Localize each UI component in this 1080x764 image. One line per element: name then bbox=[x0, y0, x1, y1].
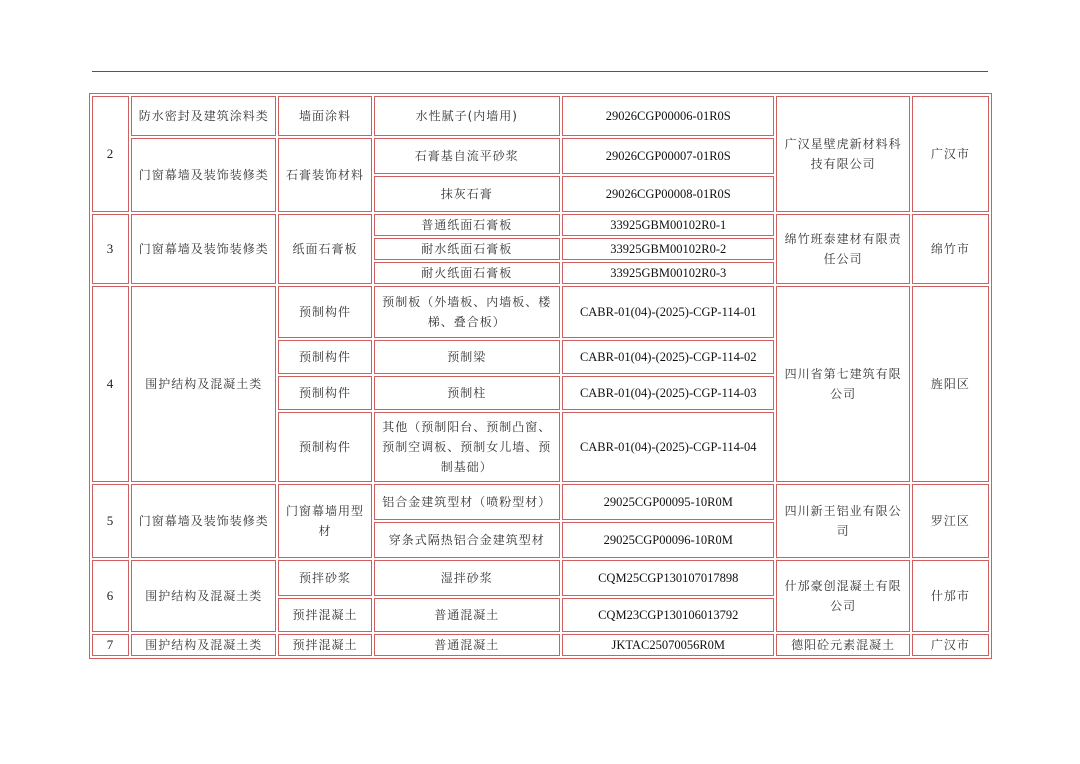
subcategory-cell: 门窗幕墙用型材 bbox=[278, 484, 371, 558]
certificate-code-cell: CABR-01(04)-(2025)-CGP-114-01 bbox=[562, 286, 774, 338]
category-cell: 围护结构及混凝土类 bbox=[131, 560, 276, 632]
category-cell: 门窗幕墙及装饰装修类 bbox=[131, 138, 276, 212]
company-cell: 什邡豪创混凝土有限公司 bbox=[776, 560, 909, 632]
table-row bbox=[92, 634, 989, 656]
category-cell: 门窗幕墙及装饰装修类 bbox=[131, 214, 276, 284]
subcategory-cell: 预制构件 bbox=[278, 376, 371, 410]
product-cell: 普通混凝土 bbox=[374, 598, 560, 632]
product-cell: 预制梁 bbox=[374, 340, 560, 374]
certificate-code-cell: 29026CGP00007-01R0S bbox=[562, 138, 774, 174]
certificate-code-cell: CABR-01(04)-(2025)-CGP-114-04 bbox=[562, 412, 774, 482]
subcategory-cell: 预拌混凝土 bbox=[278, 598, 371, 632]
product-cell: 穿条式隔热铝合金建筑型材 bbox=[374, 522, 560, 558]
product-cell: 其他（预制阳台、预制凸窗、预制空调板、预制女儿墙、预制基础） bbox=[374, 412, 560, 482]
product-cell: 抹灰石膏 bbox=[374, 176, 560, 212]
subcategory-cell: 墙面涂料 bbox=[278, 96, 371, 136]
table-row bbox=[92, 214, 989, 236]
product-cell: 铝合金建筑型材（喷粉型材） bbox=[374, 484, 560, 520]
certificate-code-cell: 33925GBM00102R0-2 bbox=[562, 238, 774, 260]
subcategory-cell: 纸面石膏板 bbox=[278, 214, 371, 284]
subcategory-cell: 预制构件 bbox=[278, 340, 371, 374]
certificate-code-cell: CQM25CGP130107017898 bbox=[562, 560, 774, 596]
product-cell: 耐火纸面石膏板 bbox=[374, 262, 560, 284]
row-number: 7 bbox=[92, 634, 129, 656]
company-cell: 四川省第七建筑有限公司 bbox=[776, 286, 909, 482]
row-number: 5 bbox=[92, 484, 129, 558]
table-row bbox=[92, 484, 989, 520]
certificate-code-cell: JKTAC25070056R0M bbox=[562, 634, 774, 656]
region-cell: 罗江区 bbox=[912, 484, 989, 558]
certificate-code-cell: 29026CGP00008-01R0S bbox=[562, 176, 774, 212]
certificate-code-cell: 29026CGP00006-01R0S bbox=[562, 96, 774, 136]
table-row bbox=[92, 560, 989, 596]
product-cell: 普通混凝土 bbox=[374, 634, 560, 656]
subcategory-cell: 预拌砂浆 bbox=[278, 560, 371, 596]
region-cell: 绵竹市 bbox=[912, 214, 989, 284]
category-cell: 防水密封及建筑涂料类 bbox=[131, 96, 276, 136]
product-cell: 预制柱 bbox=[374, 376, 560, 410]
certificate-code-cell: CABR-01(04)-(2025)-CGP-114-03 bbox=[562, 376, 774, 410]
row-number: 6 bbox=[92, 560, 129, 632]
product-cell: 普通纸面石膏板 bbox=[374, 214, 560, 236]
certificate-code-cell: 29025CGP00095-10R0M bbox=[562, 484, 774, 520]
region-cell: 广汉市 bbox=[912, 634, 989, 656]
certificate-code-cell: CABR-01(04)-(2025)-CGP-114-02 bbox=[562, 340, 774, 374]
certificate-code-cell: 33925GBM00102R0-3 bbox=[562, 262, 774, 284]
company-cell: 广汉星壁虎新材料科技有限公司 bbox=[776, 96, 909, 212]
subcategory-cell: 预拌混凝土 bbox=[278, 634, 371, 656]
product-cell: 湿拌砂浆 bbox=[374, 560, 560, 596]
region-cell: 广汉市 bbox=[912, 96, 989, 212]
row-number: 4 bbox=[92, 286, 129, 482]
region-cell: 什邡市 bbox=[912, 560, 989, 632]
certification-table bbox=[89, 93, 992, 659]
header-rule bbox=[92, 71, 988, 72]
certificate-code-cell: 33925GBM00102R0-1 bbox=[562, 214, 774, 236]
category-cell: 围护结构及混凝土类 bbox=[131, 286, 276, 482]
category-cell: 门窗幕墙及装饰装修类 bbox=[131, 484, 276, 558]
company-cell: 德阳砼元素混凝土 bbox=[776, 634, 909, 656]
certificate-code-cell: 29025CGP00096-10R0M bbox=[562, 522, 774, 558]
subcategory-cell: 预制构件 bbox=[278, 286, 371, 338]
subcategory-cell: 石膏装饰材料 bbox=[278, 138, 371, 212]
row-number: 2 bbox=[92, 96, 129, 212]
row-number: 3 bbox=[92, 214, 129, 284]
company-cell: 绵竹班泰建材有限责任公司 bbox=[776, 214, 909, 284]
product-cell: 石膏基自流平砂浆 bbox=[374, 138, 560, 174]
category-cell: 围护结构及混凝土类 bbox=[131, 634, 276, 656]
region-cell: 旌阳区 bbox=[912, 286, 989, 482]
product-cell: 耐水纸面石膏板 bbox=[374, 238, 560, 260]
subcategory-cell: 预制构件 bbox=[278, 412, 371, 482]
product-cell: 预制板（外墙板、内墙板、楼梯、叠合板） bbox=[374, 286, 560, 338]
company-cell: 四川新王铝业有限公司 bbox=[776, 484, 909, 558]
table-row bbox=[92, 96, 989, 136]
certificate-code-cell: CQM23CGP130106013792 bbox=[562, 598, 774, 632]
table-row bbox=[92, 286, 989, 338]
product-cell: 水性腻子(内墙用) bbox=[374, 96, 560, 136]
